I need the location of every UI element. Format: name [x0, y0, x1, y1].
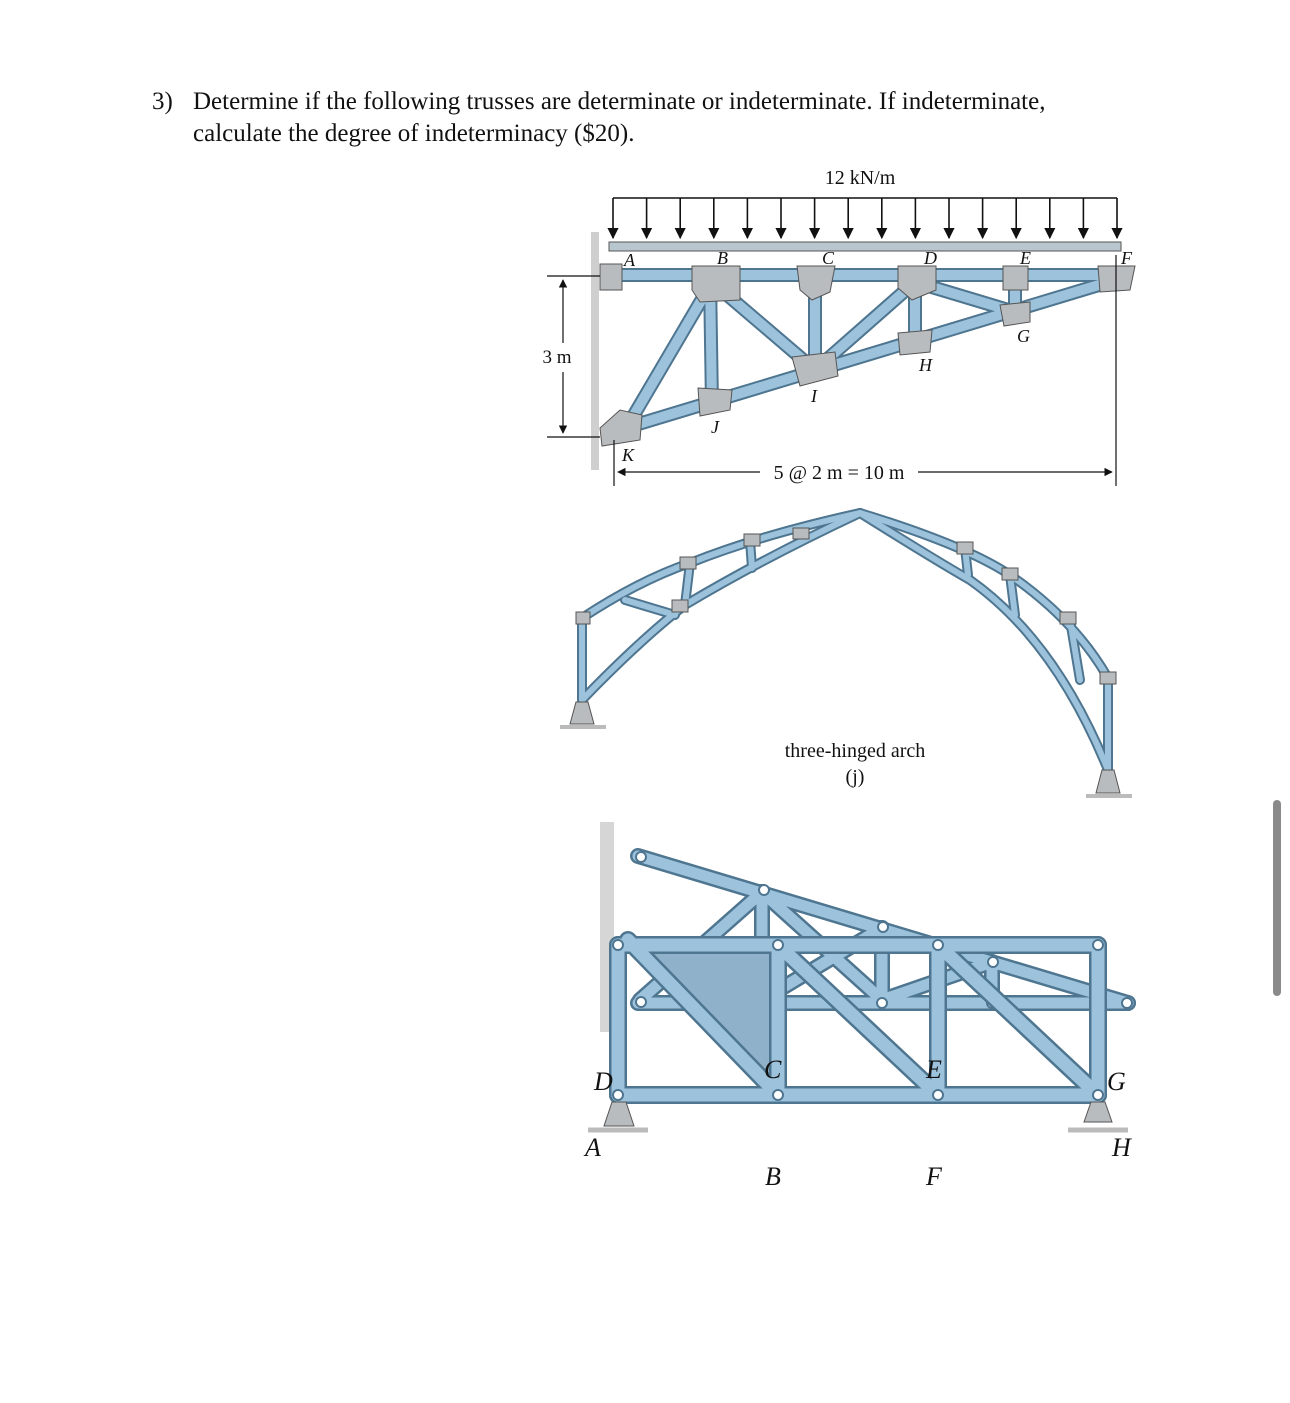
truss-1-members — [612, 275, 1122, 432]
load-label: 12 kN/m — [824, 167, 896, 189]
joint-E: E — [1020, 248, 1031, 268]
joint-H: H — [919, 355, 932, 375]
joint-4-A: A — [585, 1133, 601, 1162]
span-dimension — [614, 255, 1116, 486]
question-line-1: Determine if the following trusses are determinate or indeterminate. If indeterminate, — [193, 88, 1046, 115]
joint-B: B — [717, 248, 728, 268]
wall-support — [591, 232, 599, 470]
pin-support-A — [604, 1102, 634, 1126]
joint-I: I — [811, 386, 817, 406]
joint-A: A — [624, 250, 635, 270]
joint-4-F: F — [926, 1162, 942, 1191]
joint-D: D — [924, 248, 937, 268]
joint-G: G — [1017, 326, 1030, 346]
joint-C: C — [822, 248, 835, 268]
height-label: 3 m — [542, 347, 572, 368]
distributed-load-arrows — [613, 198, 1117, 238]
arch-members-outline — [582, 513, 1108, 770]
deck-plank — [609, 242, 1121, 251]
joint-4-C: C — [764, 1055, 782, 1084]
joint-F: F — [1121, 248, 1132, 268]
joint-K: K — [622, 445, 635, 465]
joint-4-G: G — [1107, 1067, 1126, 1096]
joint-4-E: E — [926, 1055, 942, 1084]
truss-4-joint-labels — [583, 1055, 1132, 1191]
arch-sub-caption: (j) — [845, 766, 865, 788]
span-label: 5 @ 2 m = 10 m — [773, 462, 905, 484]
roller-support-H — [1084, 1102, 1112, 1122]
joint-4-H: H — [1112, 1133, 1131, 1162]
joint-4-D: D — [594, 1067, 613, 1096]
arch-caption: three-hinged arch — [784, 740, 926, 762]
vertical-scrollbar[interactable] — [1273, 800, 1281, 996]
joint-J: J — [711, 417, 719, 437]
joint-4-B: B — [765, 1162, 781, 1191]
question-line-2: calculate the degree of indeterminacy ($20). — [193, 120, 635, 147]
question-number: 3) — [152, 88, 173, 115]
truss-2-arch — [560, 513, 1132, 796]
truss-1 — [542, 167, 1135, 486]
